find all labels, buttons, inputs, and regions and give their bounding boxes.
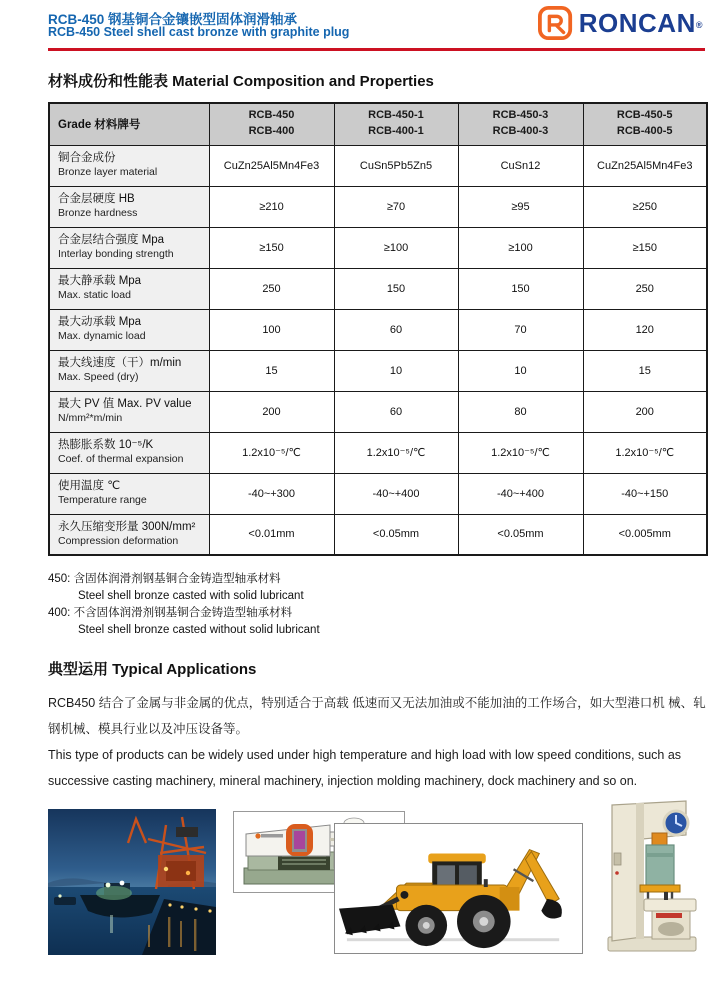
table-row: 铜合金成份 Bronze layer material CuZn25Al5Mn4Fe3 CuSn5Pb5Zn5 CuSn12 CuZn25Al5Mn4Fe3 (49, 145, 707, 186)
table-row: 最大动承载 Mpa Max. dynamic load 100 60 70 120 (49, 309, 707, 350)
page-title-zh: RCB-450 钢基铜合金镶嵌型固体润滑轴承 (48, 12, 298, 27)
brand-name: RONCAN® (578, 8, 703, 38)
dock-machinery-photo (48, 809, 216, 955)
injection-molding-machine-photo (233, 811, 405, 893)
applications-paragraph-en: This type of products can be widely used under high temperature and high load with low speed conditions, such as successive casting machinery, mineral machinery, injection molding machinery, dock machinery and so on. (48, 748, 682, 788)
table-footnotes (48, 571, 320, 639)
column-header: RCB-450-3 RCB-400-3 (458, 103, 583, 145)
column-header: RCB-450-5 RCB-400-5 (583, 103, 707, 145)
footnote-450-zh: 450: 含固体润滑剂钢基铜合金铸造型轴承材料 (48, 573, 281, 585)
table-header-row (49, 103, 707, 145)
column-header: RCB-450 RCB-400 (209, 103, 334, 145)
applications-paragraph-zh: RCB450 结合了金属与非金属的优点，特别适合于高载 低速而又无法加油或不能加油的工作场合，如大型港口机 械、轧钢机械、模具行业以及冲压设备等。 (48, 696, 706, 736)
section-title-typical-applications: 典型运用 Typical Applications (48, 661, 257, 678)
page-title-en: RCB-450 Steel shell cast bronze with graphite plug (48, 25, 350, 39)
table-row: 最大线速度（干）m/min Max. Speed (dry) 15 10 10 15 (49, 350, 707, 391)
footnote-400-zh: 400: 不含固体润滑剂钢基铜合金铸造型轴承材料 (48, 607, 293, 619)
registered-mark: ® (695, 20, 703, 30)
roncan-logo-icon (537, 5, 575, 41)
grade-header: Grade 材料牌号 (58, 119, 141, 132)
brand-logo (537, 5, 703, 41)
table-row: 合金层硬度 HB Bronze hardness ≥210 ≥70 ≥95 ≥250 (49, 186, 707, 227)
header-divider (48, 48, 705, 51)
table-row: 合金层结合强度 Mpa Interlay bonding strength ≥150 ≥100 ≥100 ≥150 (49, 227, 707, 268)
table-row: 永久压缩变形量 300N/mm² Compression deformation <0.01mm <0.05mm <0.05mm <0.005mm (49, 514, 707, 555)
column-header: RCB-450-1 RCB-400-1 (334, 103, 458, 145)
footnote-450-en: Steel shell bronze casted with solid lubricant (78, 590, 304, 602)
table-row: 最大静承载 Mpa Max. static load 250 150 150 250 (49, 268, 707, 309)
section-title-material-composition: 材料成份和性能表 Material Composition and Properties (48, 73, 434, 90)
table-row: 最大 PV 值 Max. PV value N/mm²*m/min 200 60 80 200 (49, 391, 707, 432)
punch-press-photo (602, 795, 702, 957)
backhoe-loader-photo (334, 823, 583, 954)
footnote-400-en: Steel shell bronze casted without solid lubricant (78, 624, 320, 636)
table-row: 热膨胀系数 10⁻⁵/K Coef. of thermal expansion 1.2x10⁻⁵/℃ 1.2x10⁻⁵/℃ 1.2x10⁻⁵/℃ 1.2x10⁻⁵/℃ (49, 432, 707, 473)
table-row: 使用温度 ℃ Temperature range -40~+300 -40~+400 -40~+400 -40~+150 (49, 473, 707, 514)
material-properties-table (48, 102, 708, 556)
